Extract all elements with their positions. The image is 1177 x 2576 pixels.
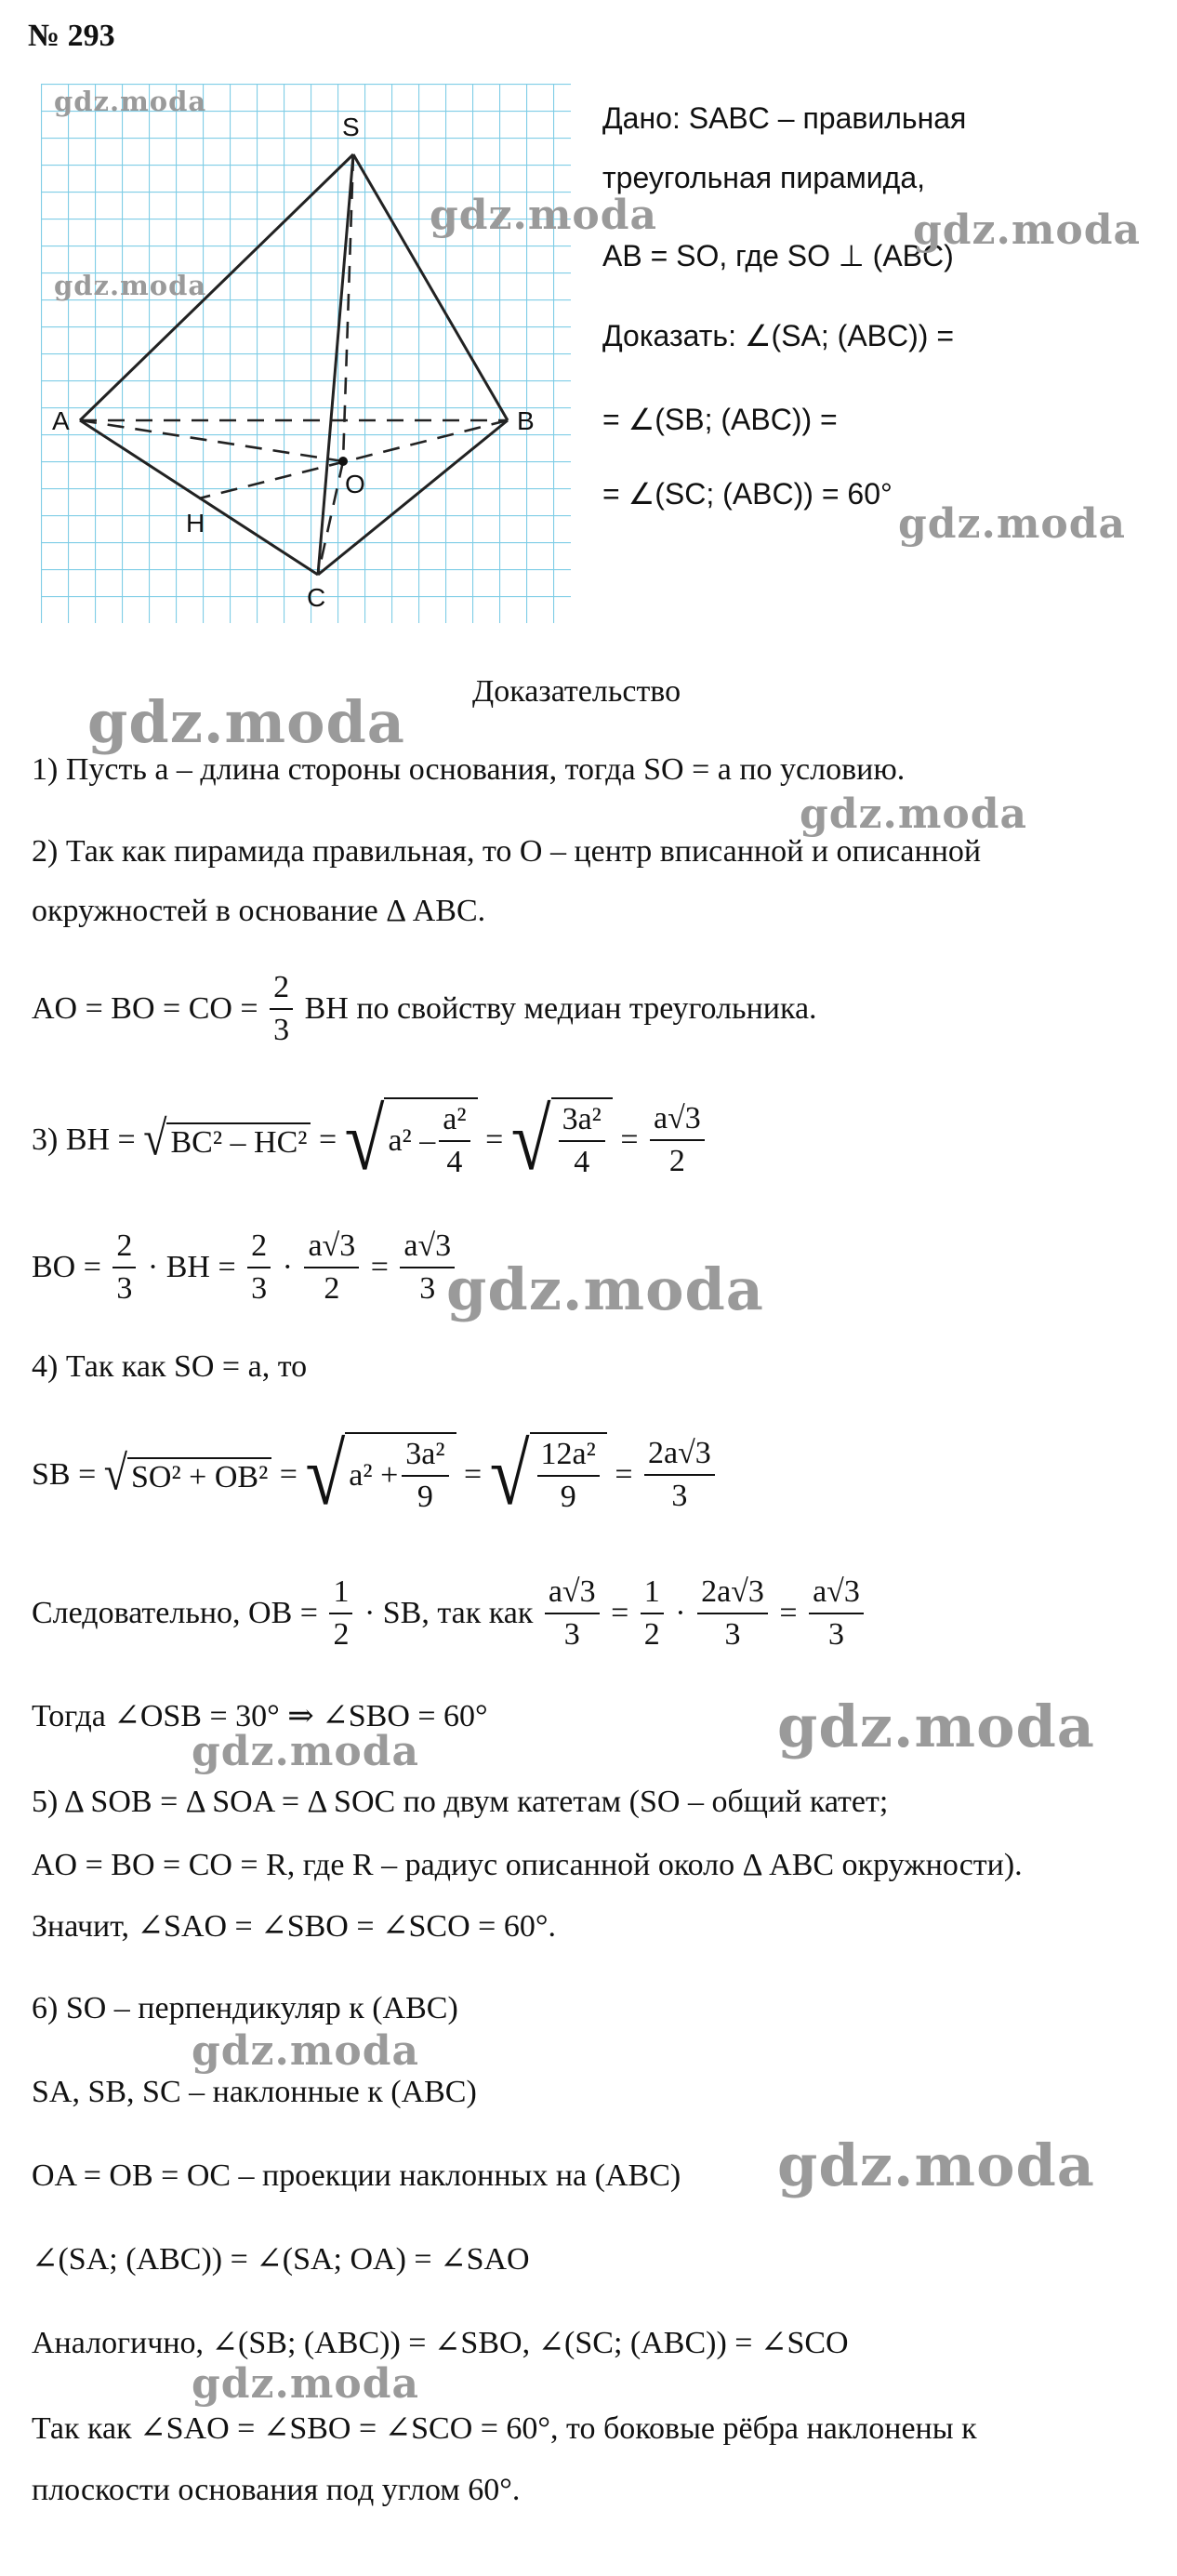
bo-formula: BO = $\frac{2}{3}$ · BH = $\frac{2}{3}$ · $\frac{a√3}{2}$ = $\frac{a√3}{3}$ xyxy=(32,1226,458,1309)
step-6e: Аналогично, ∠(SB; (ABC)) = ∠SBO, ∠(SC; (ABC)) = ∠SCO xyxy=(32,2326,849,2360)
watermark: gdz.moda xyxy=(446,1255,764,1323)
prove-line-2: = ∠(SB; (ABC)) = xyxy=(602,403,838,436)
watermark: gdz.moda xyxy=(54,270,207,301)
step-6b: SA, SB, SC – наклонные к (ABC) xyxy=(32,2075,477,2109)
label-b: B xyxy=(517,406,535,435)
prove-line-3: = ∠(SC; (ABC)) = 60° xyxy=(602,477,893,511)
label-a: A xyxy=(52,406,70,435)
step-4: 4) Так как SO = a, то xyxy=(32,1349,308,1384)
final-b: плоскости основания под углом 60°. xyxy=(32,2473,521,2507)
prove-line-1: Доказать: ∠(SA; (ABC)) = xyxy=(602,319,954,352)
watermark: gdz.moda xyxy=(192,2027,420,2075)
step-2a: 2) Так как пирамида правильная, то O – центр вписанной и описанной xyxy=(32,834,982,869)
bh-formula: 3) BH = √ BC² – HC² = √ a² – $\frac{\text{a²}}{4}$ = √ $\frac{\text{3a²}}{4}$ = $\frac{a√3}{2}$ xyxy=(32,1097,708,1183)
step-6a: 6) SO – перпендикуляр к (ABC) xyxy=(32,1991,458,2025)
step-6d: ∠(SA; (ABC)) = ∠(SA; OA) = ∠SAO xyxy=(32,2242,530,2277)
pyramid-figure xyxy=(41,84,589,632)
watermark: gdz.moda xyxy=(192,1728,420,1775)
watermark: gdz.moda xyxy=(192,2360,420,2408)
grid-paper xyxy=(41,84,571,623)
label-s: S xyxy=(342,113,360,141)
step-1: 1) Пусть a – длина стороны основания, тогда SO = a по условию. xyxy=(32,752,906,787)
watermark: gdz.moda xyxy=(913,206,1142,254)
watermark: gdz.moda xyxy=(54,86,207,117)
given-line-3: AB = SO, где SO ⊥ (ABC) xyxy=(602,239,954,272)
angle-conclusion: Тогда ∠OSB = 30° ⇒ ∠SBO = 60° xyxy=(32,1699,488,1733)
step-5b: AO = BO = CO = R, где R – радиус описанной около Δ ABC окружности). xyxy=(32,1848,1023,1882)
given-line-1: Дано: SABC – правильная xyxy=(602,101,967,135)
watermark: gdz.moda xyxy=(777,2131,1095,2199)
label-o: O xyxy=(345,470,365,498)
watermark: gdz.moda xyxy=(430,192,658,239)
step-2b: окружностей в основание Δ ABC. xyxy=(32,894,486,928)
proof-heading: Доказательство xyxy=(472,674,681,709)
watermark: gdz.moda xyxy=(800,790,1028,838)
sb-formula: SB = √ SO² + OB² = √ a² + $\frac{\text{3a²}}{9}$ = √ $\frac{\text{12a²}}{9}$ = $\frac{2a√3}{3}$ xyxy=(32,1432,719,1518)
step-6c: OA = OB = OC – проекции наклонных на (ABC) xyxy=(32,2158,681,2193)
step-5c: Значит, ∠SAO = ∠SBO = ∠SCO = 60°. xyxy=(32,1909,556,1944)
watermark: gdz.moda xyxy=(898,500,1127,548)
label-h: H xyxy=(186,509,205,538)
watermark: gdz.moda xyxy=(777,1693,1095,1760)
median-formula: AO = BO = CO = $\frac{2}{3}$ BH по свойству медиан треугольника. xyxy=(32,967,817,1051)
consequently-formula: Следовательно, OB = $\frac{1}{2}$ · SB, так как $\frac{a√3}{3}$ = $\frac{1}{2}$ · $\frac{2a√3}{3}$ = $\frac{a√3}{3}$ xyxy=(32,1572,867,1655)
step-5a: 5) Δ SOB = Δ SOA = Δ SOC по двум катетам (SO – общий катет; xyxy=(32,1785,889,1819)
final-a: Так как ∠SAO = ∠SBO = ∠SCO = 60°, то боковые рёбра наклонены к xyxy=(32,2411,977,2446)
given-line-2: треугольная пирамида, xyxy=(602,161,926,194)
problem-number: № 293 xyxy=(28,19,115,53)
label-c: C xyxy=(307,583,326,612)
point-o xyxy=(338,457,348,466)
watermark: gdz.moda xyxy=(87,688,405,756)
